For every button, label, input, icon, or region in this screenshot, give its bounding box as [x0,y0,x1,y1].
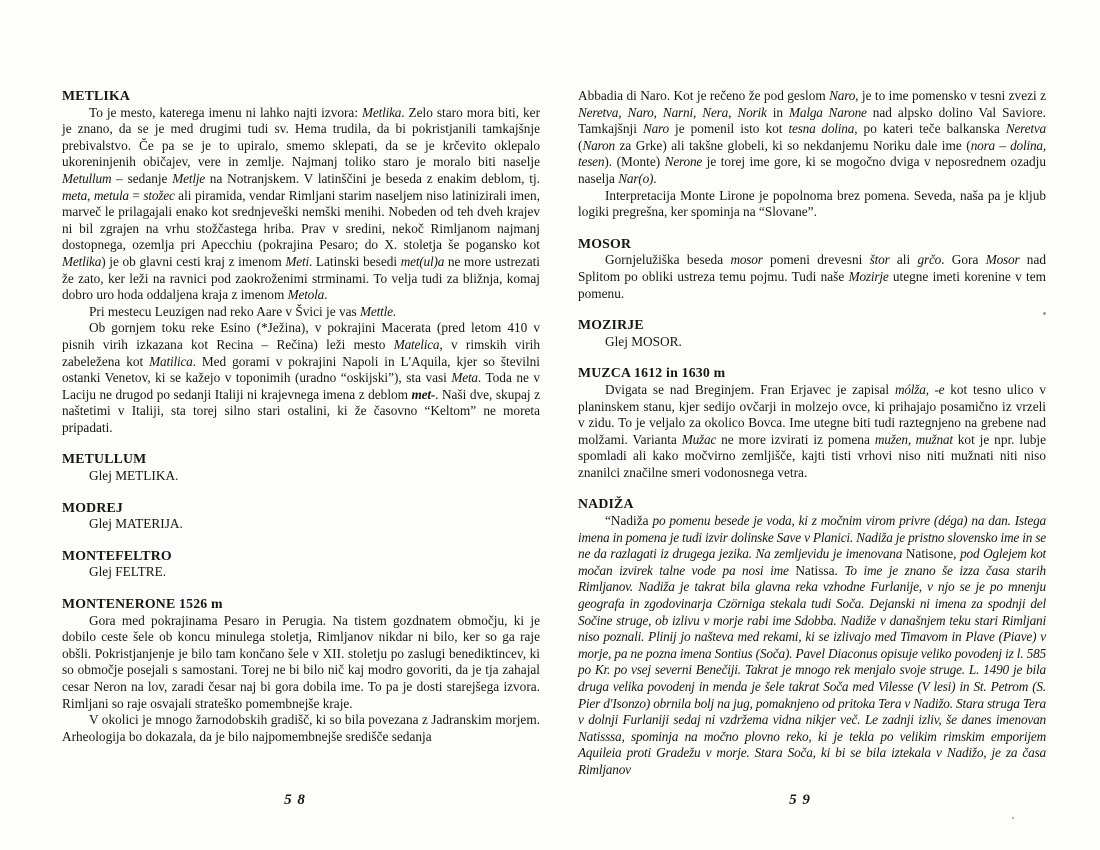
entry-paragraph: Pri mestecu Leuzigen nad reko Aare v Švici je vas Mettle. [89,303,397,319]
dictionary-entry [578,88,1046,221]
dictionary-entry [62,500,540,533]
page-column-right [578,88,1046,779]
dictionary-entry [578,365,1046,481]
entry-heading: MUZCA 1612 in 1630 m [578,365,726,381]
entry-heading: MODREJ [62,499,123,515]
entry-paragraph: Abbadia di Naro. Kot je rečeno že pod geslom Naro, je to ime pomensko v tesni zvezi z Neretva, Naro, Narni, Nera, Norik in Malga Narone nad alpsko dolino Val Saviore. Tamkajšnji Naro je pomenil isto kot tesna dolina, po kateri teče balkanska Neretva (Naron za Grke) ali takšne globeli, ki so nekdanjemu Noriku dale ime (nora – dolina, tesen). (Monte) Nerone je torej ime gore, ki se mogočno dviga v neposrednem ozadju naselja Nar(o). [578,88,1047,186]
dictionary-entry [62,548,540,581]
dictionary-entry [62,88,540,436]
dictionary-entry [578,317,1046,350]
page-number-left: 5 8 [284,792,306,808]
entry-paragraph: “Nadiža po pomenu besede je voda, ki z močnim virom privre (déga) na dan. Istega imena in pomena je tudi izvir dolinske Save v Planici. Nadiža je pristno slovensko ime in se ne da razlagati iz drugega jezika. Na zemljevidu je imenovana Natisone, pod Oglejem kot močan izvirek talne vode pa nosi ime Natissa. To ime je znano še izza časa starih Rimljanov. Nadiža je takrat bila glavna reka vzhodne Furlanije, v njo se je po mnenju geografa in zgodovinarja Czörniga stekala tudi Soča. Dejanski ni imena za spodnji del Sočine struge, ob izlivu v morje rabi ime Sdobba. Nadiže v današnjem teku stari Rimljani niso poznali. Plinij jo našteva med rekami, ki se izlivajo med Timavom in Plave (Piave) v morje, pa ne pozna imena Sontius (Soča). Pavel Diaconus opisuje veliko povodenj iz l. 585 po Kr. po vsej severni Benečiji. Takrat je mnogo rek menjalo svoje struge. L. 1490 je bila druga velika povodenj in menda je šele takrat Soča med Vilesse (V lesi) in St. Petrom (S. Pier d'Isonzo) obrnila bolj na jug, pomaknjeno od pritoka Tera v Nadižo. Stara struga Tera v dolnji Furlaniji sedaj ni vzdržema vidna nikjer več. Le zadnji izliv, še danes imenovan Natisssa, spominja na močno plovno reko, ki je tekla po velikim rimskim emporijem Aquileia proti Gradežu v morje. Stara Soča, ki bi se bila iztekala v Nadižo, je za časa Rimljanov [578,513,1047,777]
dictionary-entry [62,451,540,484]
dictionary-entry [62,596,540,745]
entry-heading: MOZIRJE [578,317,644,333]
entry-paragraph: Glej FELTRE. [89,564,167,580]
entry-paragraph: Glej MATERIJA. [89,516,183,532]
entry-heading: MOSOR [578,235,632,251]
scan-artifact [1012,817,1014,819]
entry-heading: NADIŽA [578,496,634,512]
page-number-right: 5 9 [789,792,811,808]
entry-paragraph: Glej MOSOR. [605,333,682,349]
dictionary-entry [578,496,1046,778]
entry-heading: MONTEFELTRO [62,547,172,563]
dictionary-entry [578,236,1046,302]
entry-paragraph: Gornjelužiška beseda mosor pomeni drevesni štor ali grčo. Gora Mosor nad Splitom po obliki ustreza temu pojmu. Tudi naše Mozirje utegne imeti korenine v tem pomenu. [578,252,1046,301]
entry-paragraph: Glej METLIKA. [89,468,179,484]
entry-heading: MONTENERONE 1526 m [62,596,223,612]
entry-paragraph: To je mesto, katerega imenu ni lahko najti izvora: Metlika. Zelo staro mora biti, ker je znano, da se je med drugimi tudi sv. Hema trudila, da bi pokristjanili tamkajšnje prebivalstvo. Če pa se je to upiralo, smemo sklepati, da se je krčevito oklepalo ukoreninjenih običajev, vere in zemlje. Najmanj toliko staro je moralo biti naselje Metullum – sedanje Metlje na Notranjskem. V latinščini je beseda z enakim deblom, tj. meta, metula = stožec ali piramida, vendar Rimljani starim naseljem niso latinizirali imen, marveč le prilagajali enako kot srednjeveški nemški menihi. Nobeden od teh dveh krajev ni bil zgrajen na vrhu stožčastega hriba. Prav v sredini, nekoč Rimljanom najmanj dostopnega, ozemlja pri Apecchiu (pokrajina Pesaro; do X. stoletja še pogansko kot Metlika) je ob glavni cesti kraj z imenom Meti. Latinski besedi met(ul)a ne more ustrezati že zato, ker leži na ravnici pod zaokroženimi strminami. To velja tudi za bližnja, komaj dobro uro hoda oddaljena kraja z imenom Metola. [62,104,541,303]
scan-artifact [1043,312,1046,315]
entry-paragraph: V okolici je mnogo žarnodobskih gradišč, ki so bila povezana z Jadranskim morjem. Arheologija bo dokazala, da je bilo najpomembnejše središče sedanja [62,712,540,744]
entry-paragraph: Ob gornjem toku reke Esino (*Ježina), v pokrajini Macerata (pred letom 410 v pisnih virih izkazana kot Recina – Rečina) leži mesto Matelica, v rimskih virih zabeležena kot Matilica. Med gorami v pokrajini Napoli in L'Aquila, kjer so številni ostanki Venetov, ki se kažejo v toponimih (uradno “oskijski”), sta vasi Meta. Toda ne v Laciju ne drugod po sedanji Italiji ni krajevnega imena z deblom met-. Naši dve, skupaj z naštetimi v Italiji, sta torej silno stari ostalini, ki že časovno “Keltom” ne moreta pripadati. [62,320,540,435]
entry-paragraph: Interpretacija Monte Lirone je popolnoma brez pomena. Seveda, naša pa je kljub logiki pregrešna, ker spominja na “Slovane”. [578,187,1046,220]
entry-paragraph: Dvigata se nad Breginjem. Fran Erjavec je zapisal mólža, -e kot tesno ulico v planinskem stanu, kjer sedijo ovčarji in molzejo ovce, ki prihajajo posamično iz vrzeli v zidu. To je veljalo za okolico Bovca. Ime utegne biti tudi raztegnjeno na grebene nad molžami. Varianta Mužac ne more izvirati iz pomena mužen, mužnat kot je npr. lubje spomladi ali kako močvirno zemljišče, kajti tisti vrhovi niso niti mužnati niti niso znanilci značilne smeri vodonosnega vetra. [578,381,1046,480]
page-column-left [62,88,540,745]
entry-paragraph: Gora med pokrajinama Pesaro in Perugia. Na tistem gozdnatem območju, ki je dobilo ceste šele ob koncu minulega stoletja, Rimljanov nikdar ni bilo, ker so ga raje obšli. Pokristjanjenje je bilo tam končano šele v XII. stoletju po zaslugi benediktincev, ki so območje posejali s samostani. Torej ne bi bilo nič kaj modro govoriti, da je tja zahajal cesar Neron na lov, zaradi česar naj bi gora dobila ime. To pa je dosti starejšega izvora. Rimljani so raje osvajali strateško pomembnejše kraje. [62,612,540,711]
entry-heading: METLIKA [62,88,131,103]
entry-heading: METULLUM [62,451,147,467]
